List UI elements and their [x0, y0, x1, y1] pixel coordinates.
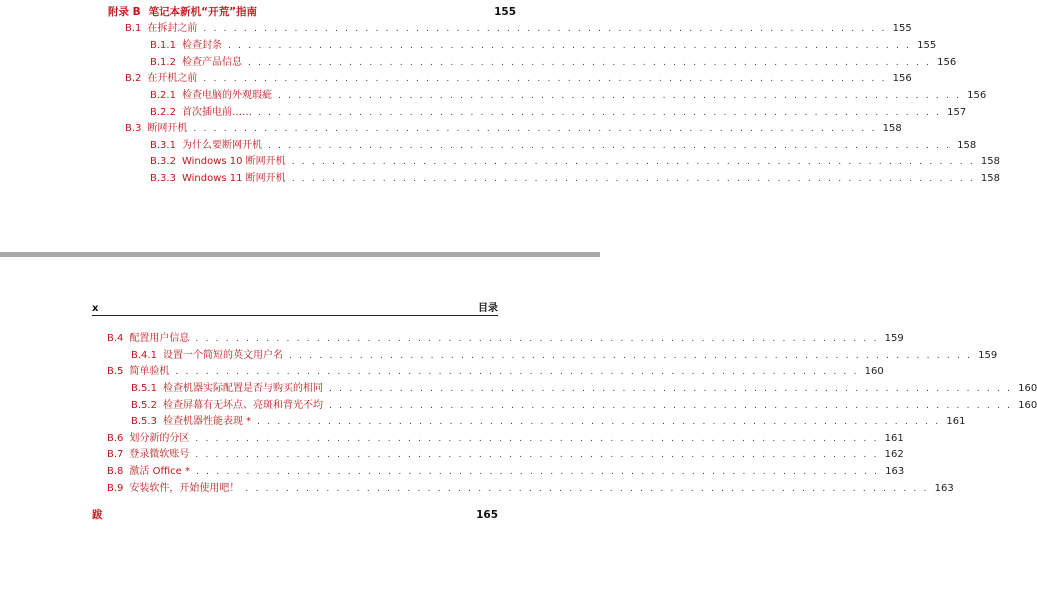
entry-title: Windows 10 断网开机 — [181, 156, 286, 167]
leader-dots: . . . . . . . . . . . . . . . . . . . . . . . . . . . . . . . . . . . . . . . . . . . . . . . . . . . . . . . . . . . . . . . . . . . . — [175, 367, 859, 377]
leader-dots: . . . . . . . . . . . . . . . . . . . . . . . . . . . . . . . . . . . . . . . . . . . . . . . . . . . . . . . . . . . . . . . . . . . . — [195, 334, 879, 344]
toc-chapter-appendix-b[interactable] — [108, 5, 516, 19]
entry-title: Windows 11 断网开机 — [181, 173, 286, 184]
entry-number: B.9 — [107, 483, 124, 494]
entry-page: 157 — [947, 107, 967, 118]
entry-title: 配置用户信息 — [129, 333, 190, 344]
toc-page-top — [0, 0, 1000, 252]
entry-title: 断网开机 — [147, 123, 188, 134]
entry-number: B.8 — [107, 466, 124, 477]
toc-entry-b2-2[interactable] — [150, 106, 967, 120]
toc-entry-b9[interactable] — [107, 482, 954, 496]
entry-title: 安装软件，开始使用吧！ — [129, 483, 240, 494]
entry-page: 155 — [917, 40, 937, 51]
toc-entry-b1-2[interactable] — [150, 56, 957, 70]
leader-dots: . . . . . . . . . . . . . . . . . . . . . . . . . . . . . . . . . . . . . . . . . . . . . . . . . . . . . . . . . . . . . . . . . . . . — [257, 108, 942, 118]
toc-entry-b2-1[interactable] — [150, 89, 987, 103]
entry-number: B.6 — [107, 433, 124, 444]
entry-title: 首次插电前…… — [181, 107, 252, 118]
leader-dots: . . . . . . . . . . . . . . . . . . . . . . . . . . . . . . . . . . . . . . . . . . . . . . . . . . . . . . . . . . . . . . . . . . . . — [195, 467, 880, 477]
entry-title: 检查产品信息 — [181, 57, 242, 68]
entry-title: 为什么要断网开机 — [181, 140, 262, 151]
chapter-title: 跋 — [92, 509, 103, 521]
toc-chapter-postscript[interactable] — [92, 508, 498, 522]
entry-number: B.3 — [125, 123, 142, 134]
leader-dots: . . . . . . . . . . . . . . . . . . . . . . . . . . . . . . . . . . . . . . . . . . . . . . . . . . . . . . . . . . . . . . . . . . . . — [203, 24, 887, 34]
chapter-title: 笔记本新机“开荒”指南 — [148, 6, 257, 18]
leader-dots: . . . . . . . . . . . . . . . . . . . . . . . . . . . . . . . . . . . . . . . . . . . . . . . . . . . . . . . . . . . . . . . . . . . . — [267, 141, 952, 151]
entry-title: 检查机器性能表现 * — [162, 416, 252, 427]
chapter-number: 附录 B — [108, 6, 141, 18]
toc-entry-b4[interactable] — [107, 332, 904, 346]
toc-entry-b5-3[interactable] — [131, 415, 966, 429]
leader-dots: . . . . . . . . . . . . . . . . . . . . . . . . . . . . . . . . . . . . . . . . . . . . . . . . . . . . . . . . . . . . . . . . . . . . — [291, 157, 975, 167]
entry-page: 160 — [1018, 383, 1037, 394]
entry-number: B.2.1 — [150, 90, 176, 101]
chapter-page: 165 — [476, 509, 498, 521]
entry-number: B.5.2 — [131, 400, 157, 411]
entry-title: 检查屏幕有无坏点、亮斑和背光不均 — [162, 400, 323, 411]
toc-entry-b5-1[interactable] — [131, 382, 1037, 396]
entry-page: 158 — [980, 156, 1000, 167]
entry-title: 检查机器实际配置是否与购买的相同 — [162, 383, 323, 394]
entry-page: 159 — [978, 350, 998, 361]
toc-entry-b3-2[interactable] — [150, 155, 1000, 169]
entry-number: B.2 — [125, 73, 142, 84]
entry-number: B.3.1 — [150, 140, 176, 151]
entry-page: 163 — [885, 466, 905, 477]
leader-dots: . . . . . . . . . . . . . . . . . . . . . . . . . . . . . . . . . . . . . . . . . . . . . . . . . . . . . . . . . . . . . . . . . . . . — [227, 41, 912, 51]
toc-entry-b4-1[interactable] — [131, 349, 998, 363]
entry-title: 登录微软账号 — [129, 449, 190, 460]
entry-number: B.3.3 — [150, 173, 176, 184]
entry-page: 155 — [892, 23, 912, 34]
entry-page: 161 — [946, 416, 966, 427]
entry-page: 156 — [937, 57, 957, 68]
entry-page: 156 — [892, 73, 912, 84]
leader-dots: . . . . . . . . . . . . . . . . . . . . . . . . . . . . . . . . . . . . . . . . . . . . . . . . . . . . . . . . . . . . . . . . . . . . — [288, 351, 973, 361]
toc-entry-b8[interactable] — [107, 465, 905, 479]
entry-number: B.4 — [107, 333, 124, 344]
entry-number: B.2.2 — [150, 107, 176, 118]
leader-dots: . . . . . . . . . . . . . . . . . . . . . . . . . . . . . . . . . . . . . . . . . . . . . . . . . . . . . . . . . . . . . . . . . . . . — [291, 174, 975, 184]
entry-page: 160 — [864, 366, 884, 377]
header-page-number: x — [92, 303, 99, 314]
entry-number: B.1 — [125, 23, 142, 34]
entry-title: 在拆封之前 — [147, 23, 198, 34]
entry-number: B.7 — [107, 449, 124, 460]
entry-page: 158 — [957, 140, 977, 151]
entry-page: 163 — [934, 483, 954, 494]
entry-title: 激活 Office * — [129, 466, 190, 477]
entry-page: 160 — [1018, 400, 1037, 411]
leader-dots: . . . . . . . . . . . . . . . . . . . . . . . . . . . . . . . . . . . . . . . . . . . . . . . . . . . . . . . . . . . . . . . . . . . . — [195, 434, 879, 444]
entry-page: 162 — [884, 449, 904, 460]
entry-number: B.1.2 — [150, 57, 176, 68]
leader-dots: . . . . . . . . . . . . . . . . . . . . . . . . . . . . . . . . . . . . . . . . . . . . . . . . . . . . . . . . . . . . . . . . . . . . — [195, 450, 879, 460]
entry-number: B.5 — [107, 366, 124, 377]
entry-page: 156 — [967, 90, 987, 101]
entry-page: 158 — [882, 123, 902, 134]
entry-title: 设置一个简短的英文用户名 — [162, 350, 283, 361]
leader-dots: . . . . . . . . . . . . . . . . . . . . . . . . . . . . . . . . . . . . . . . . . . . . . . . . . . . . . . . . . . . . . . . . . . . . — [193, 124, 877, 134]
toc-entry-b3[interactable] — [125, 122, 902, 136]
entry-page: 161 — [884, 433, 904, 444]
leader-dots: . . . . . . . . . . . . . . . . . . . . . . . . . . . . . . . . . . . . . . . . . . . . . . . . . . . . . . . . . . . . . . . . . . . . — [328, 384, 1013, 394]
entry-page: 158 — [980, 173, 1000, 184]
chapter-page: 155 — [494, 6, 516, 18]
leader-dots: . . . . . . . . . . . . . . . . . . . . . . . . . . . . . . . . . . . . . . . . . . . . . . . . . . . . . . . . . . . . . . . . . . . . — [257, 417, 941, 427]
header-title: 目录 — [478, 303, 498, 314]
leader-dots: . . . . . . . . . . . . . . . . . . . . . . . . . . . . . . . . . . . . . . . . . . . . . . . . . . . . . . . . . . . . . . . . . . . . — [277, 91, 962, 101]
entry-title: 划分新的分区 — [129, 433, 190, 444]
entry-title: 检查电脑的外观瑕疵 — [181, 90, 272, 101]
header-rule — [92, 315, 498, 316]
entry-number: B.5.3 — [131, 416, 157, 427]
entry-number: B.1.1 — [150, 40, 176, 51]
toc-page-bottom — [0, 257, 1037, 602]
entry-page: 159 — [884, 333, 904, 344]
toc-entry-b7[interactable] — [107, 448, 904, 462]
toc-entry-b5[interactable] — [107, 365, 884, 379]
entry-number: B.5.1 — [131, 383, 157, 394]
toc-entry-b2[interactable] — [125, 72, 912, 86]
leader-dots: . . . . . . . . . . . . . . . . . . . . . . . . . . . . . . . . . . . . . . . . . . . . . . . . . . . . . . . . . . . . . . . . . . . . — [203, 74, 887, 84]
leader-dots: . . . . . . . . . . . . . . . . . . . . . . . . . . . . . . . . . . . . . . . . . . . . . . . . . . . . . . . . . . . . . . . . . . . . — [245, 484, 929, 494]
leader-dots: . . . . . . . . . . . . . . . . . . . . . . . . . . . . . . . . . . . . . . . . . . . . . . . . . . . . . . . . . . . . . . . . . . . . — [328, 401, 1013, 411]
toc-entry-b3-3[interactable] — [150, 172, 1000, 186]
entry-number: B.3.2 — [150, 156, 176, 167]
toc-entry-b5-2[interactable] — [131, 399, 1037, 413]
toc-entry-b1[interactable] — [125, 22, 912, 36]
entry-number: B.4.1 — [131, 350, 157, 361]
toc-entry-b3-1[interactable] — [150, 139, 977, 153]
entry-title: 在开机之前 — [147, 73, 198, 84]
entry-title: 检查封条 — [181, 40, 222, 51]
entry-title: 简单验机 — [129, 366, 170, 377]
running-header — [92, 299, 498, 314]
toc-entry-b1-1[interactable] — [150, 39, 937, 53]
toc-entry-b6[interactable] — [107, 432, 904, 446]
leader-dots: . . . . . . . . . . . . . . . . . . . . . . . . . . . . . . . . . . . . . . . . . . . . . . . . . . . . . . . . . . . . . . . . . . . . — [247, 58, 932, 68]
